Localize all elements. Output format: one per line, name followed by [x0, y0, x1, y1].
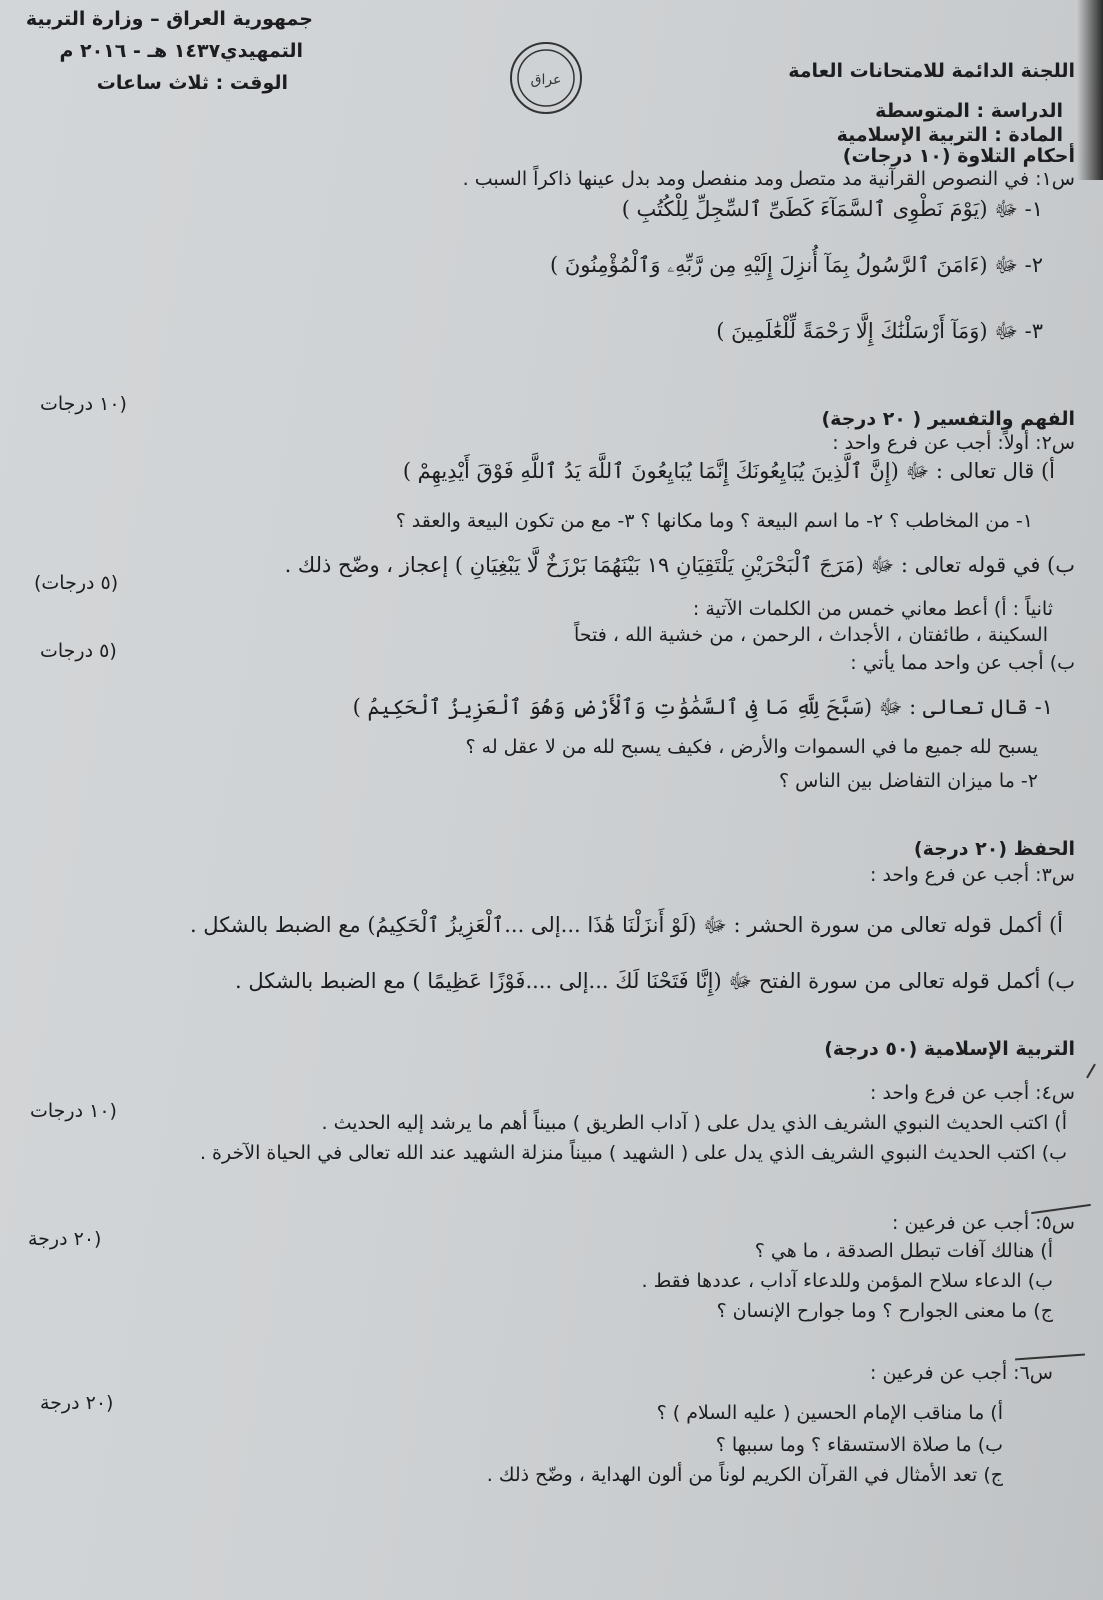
header-ministry: جمهورية العراق – وزارة التربية	[25, 8, 313, 30]
q2-s1-q: يسبح لله جميع ما في السموات والأرض ، فكيف يسبح لله من لا عقل له ؟	[465, 736, 1038, 758]
q5-item-1: أ) هنالك آفات تبطل الصدقة ، ما هي ؟	[754, 1240, 1053, 1262]
q4-prompt: س٤: أجب عن فرع واحد :	[870, 1082, 1075, 1104]
q5-marks: (٢٠ درجة	[28, 1228, 102, 1250]
q2-b-marks: (٥ درجات)	[34, 572, 119, 594]
margin-mark	[1086, 1064, 1096, 1079]
header-subject: المادة : التربية الإسلامية	[836, 124, 1063, 146]
q6-item-2: ب) ما صلاة الاستسقاء ؟ وما سببها ؟	[715, 1434, 1003, 1456]
q3-prompt: س٣: أجب عن فرع واحد :	[870, 864, 1075, 886]
margin-mark-3	[1015, 1354, 1085, 1361]
header-committee: اللجنة الدائمة للامتحانات العامة	[788, 60, 1075, 82]
seal-label: عراق	[530, 72, 562, 88]
q1-prompt: س١: في النصوص القرآنية مد متصل ومد منفصل ومد بدل عينها ذاكراً السبب .	[462, 168, 1075, 190]
q4-section: التربية الإسلامية (٥٠ درجة)	[824, 1038, 1075, 1060]
q1-item-3: ٣- ﷻ (وَمَآ أَرْسَلْنَٰكَ إِلَّا رَحْمَةً لِّلْعَٰلَمِينَ )	[716, 319, 1043, 343]
q1-item-1: ١- ﷻ (يَوْمَ نَطْوِى ٱلسَّمَآءَ كَطَىِّ ٱلسِّجِلِّ لِلْكُتُبِ )	[621, 197, 1043, 221]
q4-b: ب) اكتب الحديث النبوي الشريف الذي يدل على ( الشهيد ) مبيناً منزلة الشهيد عند الله تعالى في الحياة الآخرة .	[199, 1142, 1067, 1164]
q2-second-b: ب) أجب عن واحد مما يأتي :	[850, 652, 1075, 674]
q6-marks: (٢٠ درجة	[40, 1392, 114, 1414]
q2-b: ب) في قوله تعالى : ﷻ (مَرَجَ ٱلْبَحْرَيْنِ يَلْتَقِيَانِ ١٩ بَيْنَهُمَا بَرْزَخٌ لَّا يَبْغِيَانِ ) إعجاز ، وضّح ذلك .	[284, 553, 1075, 577]
q2-second: ثانياً : أ) أعط معاني خمس من الكلمات الآتية :	[692, 598, 1053, 620]
q2-second-marks: (٥ درجات	[40, 640, 117, 662]
q3-section: الحفظ (٢٠ درجة)	[913, 838, 1075, 860]
ministry-seal-icon	[508, 40, 584, 116]
q2-prompt: س٢: أولاً: أجب عن فرع واحد :	[832, 432, 1075, 454]
q6-item-1: أ) ما مناقب الإمام الحسين ( عليه السلام ) ؟	[656, 1402, 1003, 1424]
q6-prompt: س٦: أجب عن فرعين :	[870, 1362, 1053, 1384]
q2-words: السكينة ، طائفتان ، الأجداث ، الرحمن ، من خشية الله ، فتحاً	[574, 624, 1048, 646]
header-time: الوقت : ثلاث ساعات	[96, 72, 288, 94]
q5-item-2: ب) الدعاء سلاح المؤمن وللدعاء آداب ، عددها فقط .	[641, 1270, 1053, 1292]
header-round: التمهيدي١٤٣٧ هـ - ٢٠١٦ م	[59, 40, 303, 62]
header-stage: الدراسة : المتوسطة	[875, 100, 1063, 122]
q2-s2: ٢- ما ميزان التفاضل بين الناس ؟	[779, 770, 1038, 792]
q2-a: أ) قال تعالى : ﷻ (إِنَّ ٱلَّذِينَ يُبَايِعُونَكَ إِنَّمَا يُبَايِعُونَ ٱللَّهَ يَدُ ٱللَّهِ فَوْقَ أَيْدِيهِمْ )	[402, 459, 1055, 483]
q1-item-2: ٢- ﷻ (ءَامَنَ ٱلرَّسُولُ بِمَآ أُنزِلَ إِلَيْهِ مِن رَّبِّهِۦ وَٱلْمُؤْمِنُونَ )	[549, 253, 1043, 277]
q6-item-3: ج) تعد الأمثال في القرآن الكريم لوناً من ألون الهداية ، وضّح ذلك .	[486, 1464, 1003, 1486]
q5-prompt: س٥: أجب عن فرعين :	[892, 1212, 1075, 1234]
q1-marks: (١٠ درجات	[40, 393, 127, 415]
q2-a-sub: ١- من المخاطب ؟ ٢- ما اسم البيعة ؟ وما مكانها ؟ ٣- مع من تكون البيعة والعقد ؟	[395, 510, 1033, 532]
q4-marks: (١٠ درجات	[30, 1100, 117, 1122]
photo-shadow	[1077, 0, 1103, 180]
q3-a: أ) أكمل قوله تعالى من سورة الحشر : ﷻ (لَوْ أَنزَلْنَا هَٰذَا ...إلى ...ٱلْعَزِيزُ ٱلْحَكِيمُ) مع الضبط بالشكل .	[189, 913, 1063, 937]
q5-item-3: ج) ما معنى الجوارح ؟ وما جوارح الإنسان ؟	[716, 1300, 1053, 1322]
q1-section: أحكام التلاوة (١٠ درجات)	[842, 145, 1075, 167]
q2-section: الفهم والتفسير ( ٢٠ درجة)	[821, 408, 1075, 430]
q3-b: ب) أكمل قوله تعالى من سورة الفتح ﷻ (إِنَّا فَتَحْنَا لَكَ ...إلى ....فَوْزًا عَظِيمًا ) مع الضبط بالشكل .	[235, 969, 1075, 993]
q4-a: أ) اكتب الحديث النبوي الشريف الذي يدل على ( آداب الطريق ) مبيناً أهم ما يرشد إليه الحديث .	[321, 1112, 1067, 1134]
q2-s1: ١- قال تعالى : ﷻ (سَبَّحَ لِلَّهِ مَا فِى ٱلسَّمَٰوَٰتِ وَٱلْأَرْضِ وَهُوَ ٱلْعَزِيزُ ٱلْحَكِيمُ )	[352, 695, 1053, 719]
